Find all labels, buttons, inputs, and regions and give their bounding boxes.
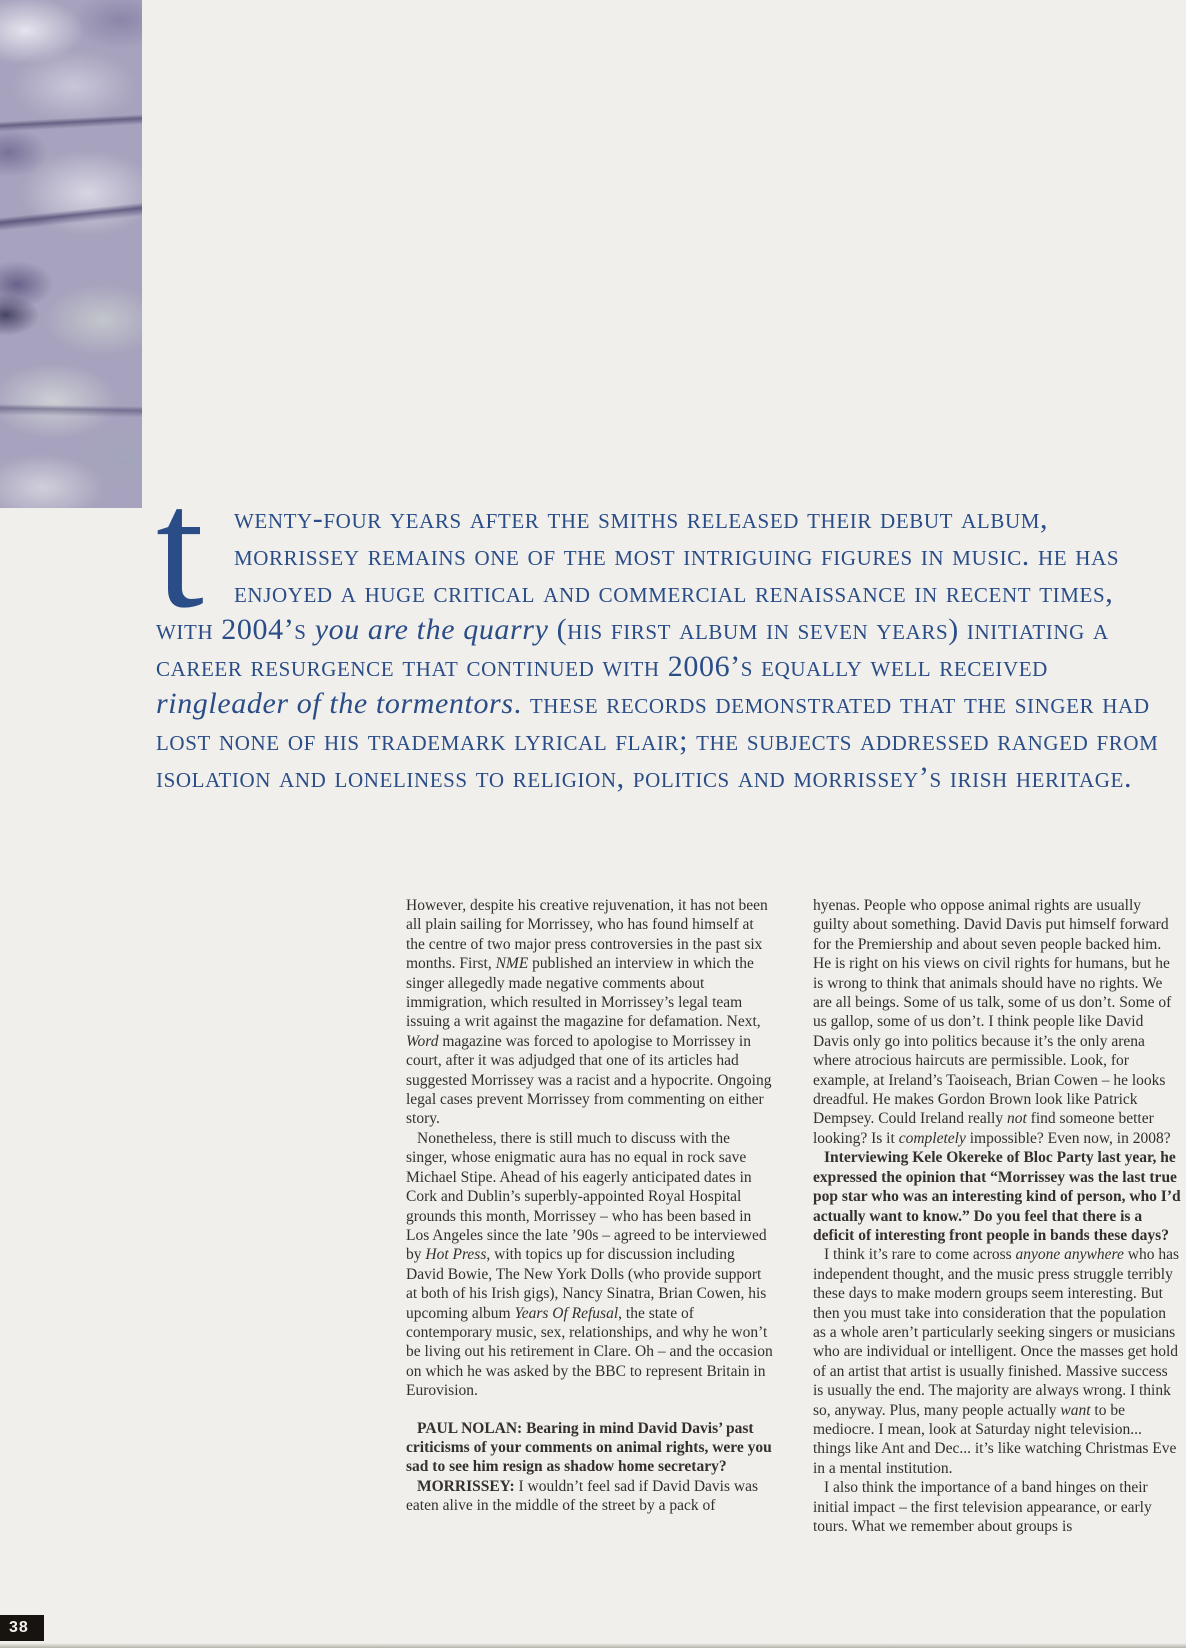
body-column-left — [406, 896, 774, 1610]
rock-texture-photo — [0, 0, 142, 508]
paragraph: Nonetheless, there is still much to discuss with the singer, whose enigmatic aura has no equal in rock save Michael Stipe. Ahead of his eagerly anticipated dates in Cork and Dublin’s superbly-appointed Royal Hospital grounds this month, Morrissey – who has been based in Los Angeles since the late ’90s – agreed to be interviewed by Hot Press, with topics up for discussion including David Bowie, The New York Dolls (who provide support at both of his Irish gigs), Nancy Sinatra, Brian Cowen, his upcoming album Years Of Refusal, the state of contemporary music, sex, relationships, and why he won’t be living out his retirement in Clare. Oh – and the occasion on which he was asked by the BBC to represent Britain in Eurovision. — [406, 1129, 773, 1400]
drop-cap: t — [156, 454, 204, 644]
page-number: 38 — [0, 1615, 44, 1641]
intro-text — [156, 454, 1166, 796]
paragraph: I think it’s rare to come across anyone anywhere who has independent thought, and the music press struggle terribly these days to make modern groups seem interesting. But then you must take into consideration that the population as a whole aren’t particularly seeking singers or musicians who are individual or intelligent. Once the masses get hold of an artist that artist is usually finished. Massive success is usually the end. The majority are always wrong. I think so, anyway. Plus, many people actually want to be mediocre. I mean, look at Saturday night television... things like Ant and Dec... it’s like watching Christmas Eve in a mental institution. — [813, 1246, 1179, 1477]
paragraph: However, despite his creative rejuvenation, it has not been all plain sailing for Morrissey, who has found himself at the centre of two major press controversies in the past six months. First, NME published an interview in which the singer allegedly made negative comments about immigration, which resulted in Morrissey’s legal team issuing a writ against the magazine for defamation. Next, Word magazine was forced to apologise to Morrissey in court, after it was adjudged that one of its articles had suggested Morrissey was a racist and a hypocrite. Ongoing legal cases prevent Morrissey from commenting on either story. — [406, 897, 772, 1128]
paragraph: Interviewing Kele Okereke of Bloc Party last year, he expressed the opinion that “Morrissey was the last true pop star who was an interesting kind of person, who I’d actually want to know.” Do you feel that there is a deficit of interesting front people in bands these days? — [813, 1149, 1181, 1244]
scan-edge-shadow — [0, 1643, 1186, 1648]
paragraph: wenty-four years after the smiths released their debut album, morrissey remains one of the most intriguing figures in music. he has enjoyed a huge critical and commercial renaissance in recent times, with 2004’s you are the quarry (his first album in seven years) initiating a career resurgence that continued with 2006’s equally well received ringleader of the tormentors. these records demonstrated that the singer had lost none of his trademark lyrical flair; the subjects addressed ranged from isolation and loneliness to religion, politics and morrissey’s irish heritage. — [156, 502, 1159, 794]
paragraph: hyenas. People who oppose animal rights are usually guilty about something. David Davis put himself forward for the Premiership and about seven people backed him. He is right on his views on civil rights for humans, but he is wrong to think that animals should have no rights. We are all beings. Some of us talk, some of us don’t. Some of us gallop, some of us don’t. I think people like David Davis only go into politics because it’s the only arena where atrocious haircuts are permissible. Look, for example, at Ireland’s Taoiseach, Brian Cowen – he looks dreadful. He makes Gordon Brown look like Patrick Dempsey. Could Ireland really not find someone better looking? Is it completely impossible? Even now, in 2008? — [813, 897, 1172, 1147]
intro-standfirst — [156, 454, 1166, 796]
body-column-right — [813, 896, 1181, 1610]
paragraph: MORRISSEY: I wouldn’t feel sad if David Davis was eaten alive in the middle of the street by a pack of — [406, 1477, 758, 1515]
paragraph: PAUL NOLAN: Bearing in mind David Davis’ past criticisms of your comments on animal rights, were you sad to see him resign as shadow home secretary? — [406, 1419, 772, 1476]
paragraph: I also think the importance of a band hinges on their initial impact – the first television appearance, or early tours. What we remember about groups is — [813, 1479, 1152, 1535]
